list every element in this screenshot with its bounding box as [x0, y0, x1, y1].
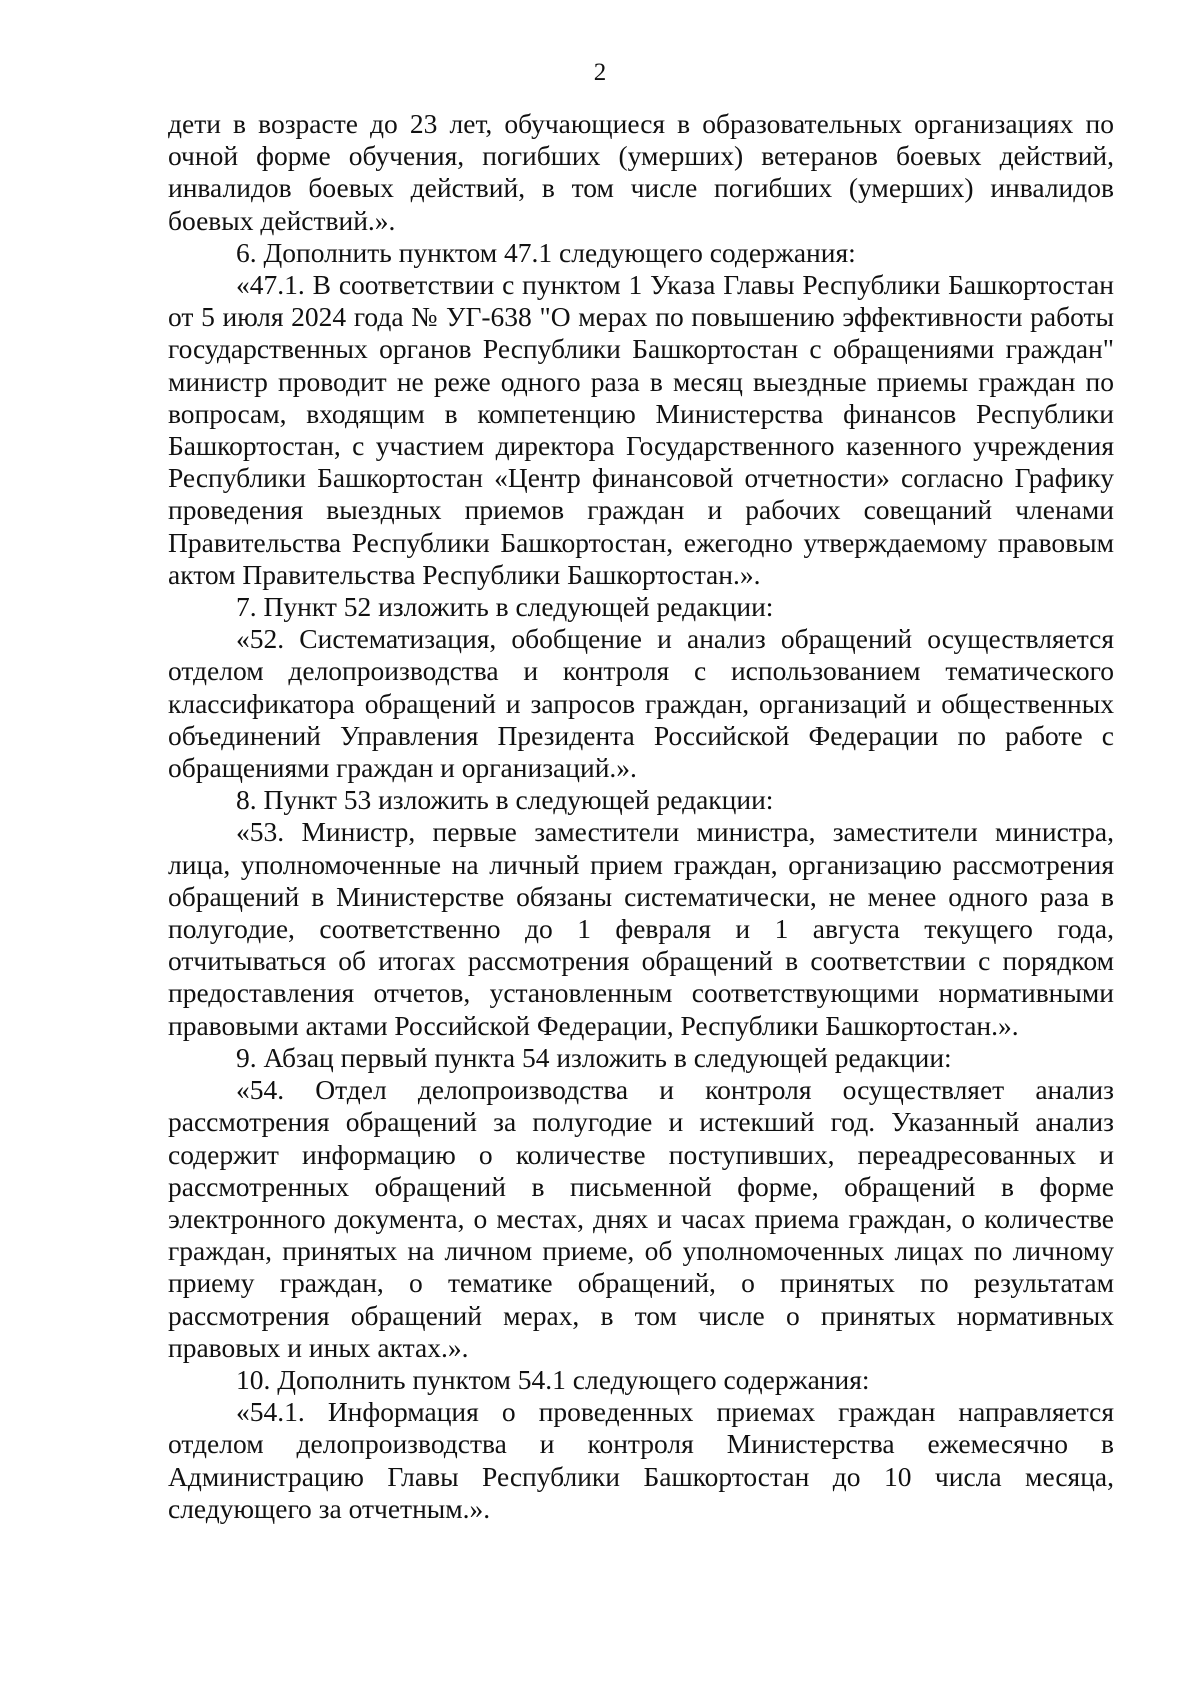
paragraph: «52. Систематизация, обобщение и анализ обращений осуществляется отделом делопроизводства и контроля с использованием тематического классификатора обращений и запросов граждан, организаций и общественных объединений Управления Президента Российской Федерации по работе с обращениями граждан и организаций.».: [168, 623, 1114, 784]
paragraph: дети в возрасте до 23 лет, обучающиеся в образовательных организациях по очной форме обучения, погибших (умерших) ветеранов боевых действий, инвалидов боевых действий, в том числе погибших (умерших) инвалидов боевых действий.».: [168, 108, 1114, 236]
paragraph: 7. Пункт 52 изложить в следующей редакции:: [236, 591, 774, 623]
paragraph: «54. Отдел делопроизводства и контроля осуществляет анализ рассмотрения обращений за полугодие и истекший год. Указанный анализ содержит информацию о количестве поступивших, переадресованных и рассмотренных обращений в письменной форме, обращений в форме электронного документа, о местах, днях и часах приема граждан, о количестве граждан, принятых на личном приеме, об уполномоченных лицах по личному приему граждан, о тематике обращений, о принятых по результатам рассмотрения обращений мерах, в том числе о принятых нормативных правовых и иных актах.».: [168, 1074, 1114, 1363]
paragraph: «53. Министр, первые заместители министра, заместители министра, лица, уполномоченные на личный прием граждан, организацию рассмотрения обращений в Министерстве обязаны систематически, не менее одного раза в полугодие, соответственно до 1 февраля и 1 августа текущего года, отчитываться об итогах рассмотрения обращений в соответствии с порядком предоставления отчетов, установленным соответствующими нормативными правовыми актами Российской Федерации, Республики Башкортостан.».: [168, 816, 1114, 1041]
paragraph: 6. Дополнить пунктом 47.1 следующего содержания:: [236, 236, 856, 268]
paragraph: «54.1. Информация о проведенных приемах граждан направляется отделом делопроизводства и контроля Министерства ежемесячно в Администрацию Главы Республики Башкортостан до 10 числа месяца, следующего за отчетным.».: [168, 1396, 1114, 1524]
paragraph: 8. Пункт 53 изложить в следующей редакции:: [236, 784, 774, 816]
paragraph: 10. Дополнить пунктом 54.1 следующего содержания:: [236, 1363, 870, 1395]
paragraph: «47.1. В соответствии с пунктом 1 Указа Главы Республики Башкортостан от 5 июля 2024 года № УГ-638 "О мерах по повышению эффективности работы государственных органов Республики Башкортостан с обращениями граждан" министр проводит не реже одного раза в месяц выездные приемы граждан по вопросам, входящим в компетенцию Министерства финансов Республики Башкортостан, с участием директора Государственного казенного учреждения Республики Башкортостан «Центр финансовой отчетности» согласно Графику проведения выездных приемов граждан и рабочих совещаний членами Правительства Республики Башкортостан, ежегодно утверждаемому правовым актом Правительства Республики Башкортостан.».: [168, 269, 1114, 590]
document-body: [168, 108, 1114, 1525]
page-number: 2: [593, 59, 607, 86]
paragraph: 9. Абзац первый пункта 54 изложить в следующей редакции:: [236, 1041, 952, 1073]
